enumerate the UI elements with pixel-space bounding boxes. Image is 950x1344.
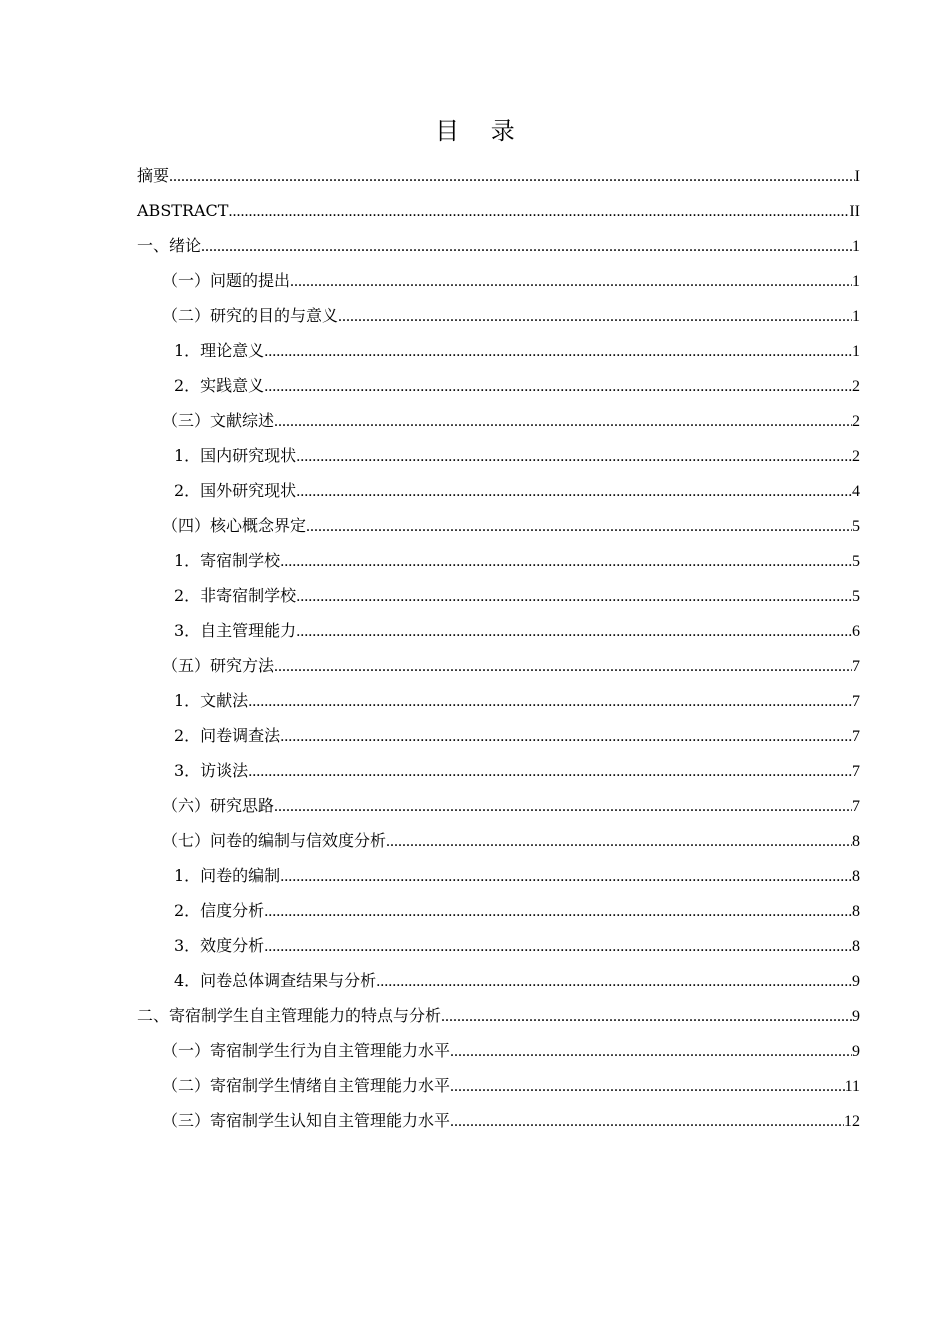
toc-dot-leader: [264, 334, 852, 369]
toc-entry[interactable]: [137, 718, 860, 753]
toc-dot-leader: [274, 649, 852, 684]
toc-page-number: 7: [852, 693, 860, 710]
toc-entry[interactable]: [137, 823, 860, 858]
toc-entry[interactable]: [137, 858, 860, 893]
toc-entry[interactable]: [137, 298, 860, 333]
toc-entry[interactable]: [137, 963, 860, 998]
toc-dot-leader: [450, 1069, 845, 1104]
toc-entry-label: （二）寄宿制学生情绪自主管理能力水平: [162, 1076, 451, 1095]
toc-entry-label: 3．自主管理能力: [174, 621, 297, 640]
toc-entry[interactable]: [137, 193, 860, 228]
toc-dot-leader: [274, 404, 852, 439]
toc-page-number: 5: [852, 553, 860, 570]
toc-entry[interactable]: [137, 403, 860, 438]
toc-entry-label: 1．文献法: [174, 691, 249, 710]
toc-entry-label: 2．非寄宿制学校: [174, 586, 297, 605]
toc-entry[interactable]: [137, 368, 860, 403]
toc-page-number: 9: [852, 1043, 860, 1060]
toc-entry[interactable]: [137, 1068, 860, 1103]
toc-page-number: 8: [852, 938, 860, 955]
toc-dot-leader: [228, 194, 849, 229]
toc-entry[interactable]: [137, 438, 860, 473]
toc-entry-label: （四）核心概念界定: [162, 516, 307, 535]
toc-dot-leader: [248, 754, 852, 789]
toc-page-number: II: [849, 203, 860, 220]
toc-entry-label: 2．实践意义: [174, 376, 265, 395]
toc-entry-label: 2．问卷调查法: [174, 726, 281, 745]
toc-dot-leader: [290, 264, 852, 299]
toc-page-number: 1: [852, 273, 860, 290]
toc-dot-leader: [296, 474, 852, 509]
toc-entry-label: 3．效度分析: [174, 936, 265, 955]
toc-entry[interactable]: [137, 998, 860, 1033]
toc-page-number: 9: [852, 1008, 860, 1025]
toc-dot-leader: [386, 824, 852, 859]
toc-page-number: 7: [852, 728, 860, 745]
toc-page-number: 12: [844, 1113, 860, 1130]
toc-dot-leader: [274, 789, 852, 824]
toc-entry-label: 二、寄宿制学生自主管理能力的特点与分析: [137, 1006, 442, 1025]
toc-entry-label: 1．问卷的编制: [174, 866, 281, 885]
toc-page-number: 6: [852, 623, 860, 640]
toc-page-number: 8: [852, 833, 860, 850]
toc-dot-leader: [280, 719, 852, 754]
toc-entry[interactable]: [137, 543, 860, 578]
toc-entry[interactable]: [137, 928, 860, 963]
toc-entry-label: 3．访谈法: [174, 761, 249, 780]
toc-page-number: 7: [852, 658, 860, 675]
toc-entry[interactable]: [137, 683, 860, 718]
toc-entry[interactable]: [137, 473, 860, 508]
toc-entry-label: 1．理论意义: [174, 341, 265, 360]
toc-entry-label: （三）寄宿制学生认知自主管理能力水平: [162, 1111, 451, 1130]
toc-entry-label: 2．国外研究现状: [174, 481, 297, 500]
toc-entry-label: 摘要: [137, 166, 170, 185]
toc-entry[interactable]: [137, 1033, 860, 1068]
toc-dot-leader: [296, 439, 852, 474]
toc-page-number: 9: [852, 973, 860, 990]
toc-dot-leader: [296, 614, 852, 649]
toc-dot-leader: [280, 544, 852, 579]
toc-entry[interactable]: [137, 508, 860, 543]
toc-dot-leader: [376, 964, 852, 999]
toc-entry[interactable]: [137, 333, 860, 368]
toc-dot-leader: [450, 1034, 852, 1069]
table-of-contents: [137, 158, 860, 1138]
toc-dot-leader: [450, 1104, 844, 1139]
toc-entry[interactable]: [137, 893, 860, 928]
toc-page-number: 4: [852, 483, 860, 500]
toc-page-number: 8: [852, 868, 860, 885]
toc-dot-leader: [280, 859, 852, 894]
toc-entry[interactable]: [137, 228, 860, 263]
toc-page-number: 7: [852, 798, 860, 815]
toc-entry-label: （五）研究方法: [162, 656, 275, 675]
toc-page-number: 8: [852, 903, 860, 920]
toc-page-number: 2: [852, 413, 860, 430]
toc-entry[interactable]: [137, 648, 860, 683]
toc-page-number: 7: [852, 763, 860, 780]
toc-page-number: 2: [852, 378, 860, 395]
toc-dot-leader: [306, 509, 852, 544]
toc-dot-leader: [264, 929, 852, 964]
toc-dot-leader: [296, 579, 852, 614]
toc-dot-leader: [169, 159, 855, 194]
toc-entry-label: 1．国内研究现状: [174, 446, 297, 465]
toc-entry[interactable]: [137, 263, 860, 298]
toc-entry[interactable]: [137, 788, 860, 823]
toc-entry-label: （二）研究的目的与意义: [162, 306, 339, 325]
toc-entry-label: （三）文献综述: [162, 411, 275, 430]
toc-page-number: 2: [852, 448, 860, 465]
toc-dot-leader: [338, 299, 852, 334]
toc-entry-label: 2．信度分析: [174, 901, 265, 920]
toc-entry[interactable]: [137, 753, 860, 788]
toc-dot-leader: [441, 999, 852, 1034]
toc-page-number: 1: [852, 238, 860, 255]
toc-dot-leader: [264, 894, 852, 929]
toc-entry-label: 一、绪论: [137, 236, 202, 255]
toc-dot-leader: [248, 684, 852, 719]
toc-entry[interactable]: [137, 578, 860, 613]
toc-entry-label: （七）问卷的编制与信效度分析: [162, 831, 387, 850]
toc-entry-label: （一）寄宿制学生行为自主管理能力水平: [162, 1041, 451, 1060]
toc-page-number: 1: [852, 343, 860, 360]
toc-entry-label: 4．问卷总体调查结果与分析: [174, 971, 377, 990]
toc-entry-label: 1．寄宿制学校: [174, 551, 281, 570]
toc-entry-label: （一）问题的提出: [162, 271, 291, 290]
toc-entry-label: ABSTRACT: [137, 201, 229, 220]
toc-page-number: 1: [852, 308, 860, 325]
toc-entry-label: （六）研究思路: [162, 796, 275, 815]
toc-page-number: I: [854, 168, 860, 185]
toc-entry[interactable]: [137, 1103, 860, 1138]
toc-page-number: 5: [852, 588, 860, 605]
toc-dot-leader: [201, 229, 852, 264]
page-title: 目 录: [435, 117, 527, 145]
toc-page-number: 5: [852, 518, 860, 535]
toc-page-number: 11: [844, 1078, 860, 1095]
toc-entry[interactable]: [137, 158, 860, 193]
toc-entry[interactable]: [137, 613, 860, 648]
toc-dot-leader: [264, 369, 852, 404]
